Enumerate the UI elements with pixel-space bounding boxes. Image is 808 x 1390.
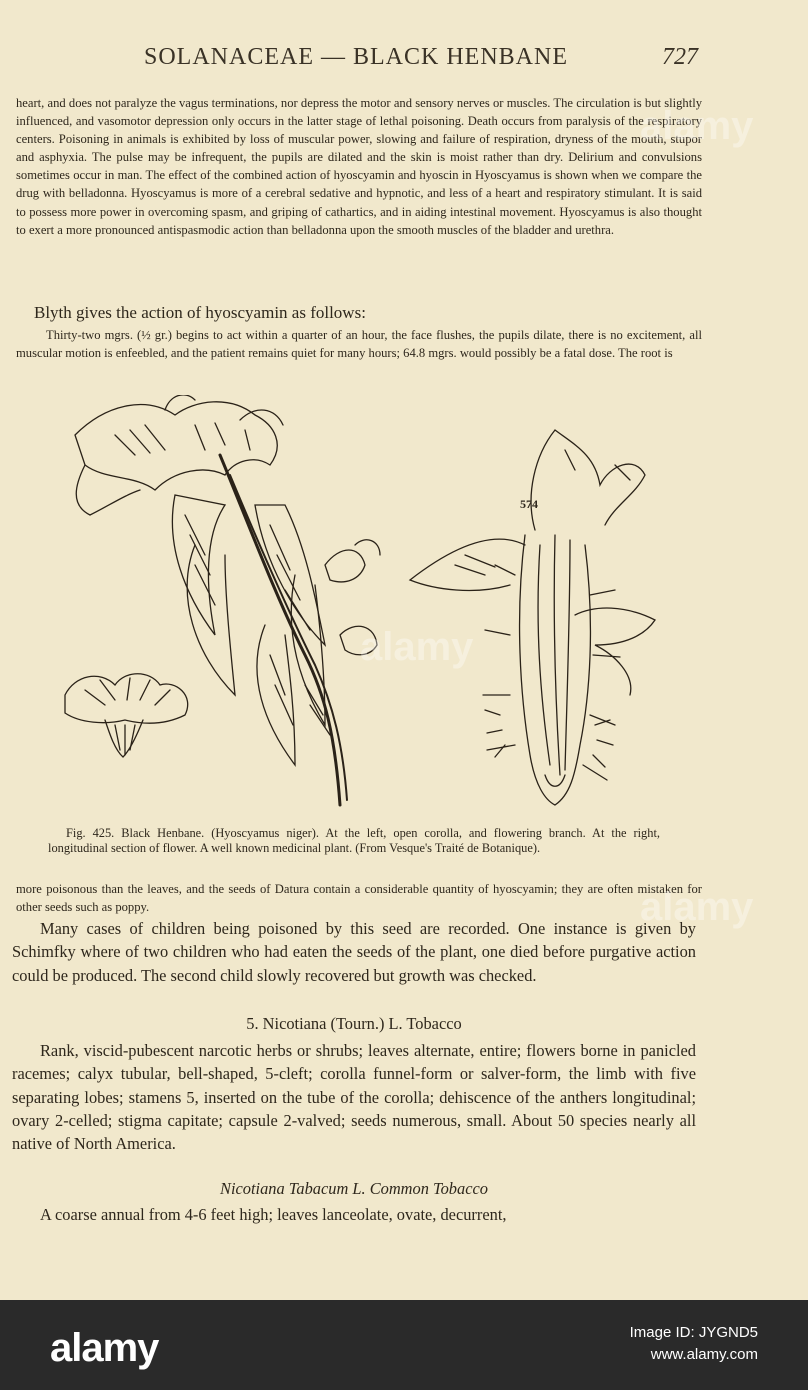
top-paragraph-text: heart, and does not paralyze the vagus terminations, nor depress the motor and sensory nerves or muscles. The circulation is but slightly influenced, and vasomotor depression only occurs in the latter stage of lethal poisoning. Death occurs from paralysis of the respiratory centers. Poisoning in animals is exhibited by loss of muscular power, slowing and failure of respiration, dryness of the mouth, stupor and asphyxia. The pulse may be infrequent, the pupils are dilated and the skin is moist rather than dry. Delirium and convulsions sometimes occur in man. The effect of the combined action of hyoscyamin and hyoscin in Hyoscyamus is shown when we compare the drug with belladonna. Hyoscyamus is more of a cerebral sedative and hypnotic, and less of a heart and respiratory stimulant. It is said to possess more power in overcoming spasm, and griping of cathartics, and in aiding intestinal movement. Hyoscyamus is also thought to exert a more pronounced antispasmodic action than belladonna upon the smooth muscles of the bladder and urethra.	[16, 96, 702, 237]
blyth-quote	[16, 326, 702, 362]
nicotiana-description	[12, 1039, 696, 1155]
tabacum-heading: Nicotiana Tabacum L. Common Tobacco	[220, 1179, 488, 1198]
nicotiana-description-text: Rank, viscid-pubescent narcotic herbs or shrubs; leaves alternate, entire; flowers borne in panicled racemes; calyx tubular, bell-shaped, 5-cleft; corolla funnel-form or salver-form, the limb with five separating lobes; stamens 5, inserted on the tube of the corolla; dehiscence of the anthers longitudinal; ovary 2-celled; stigma capitate; capsule 2-valved; seeds numerous, small. About 50 species nearly all native of North America.	[12, 1041, 696, 1154]
stock-footer-bar	[0, 1300, 808, 1390]
page-number: 727	[662, 44, 698, 70]
figure-caption-text: Fig. 425. Black Henbane. (Hyoscyamus niger). At the left, open corolla, and flowering branch. At the right, longitudinal section of flower. A well known medicinal plant. (From Vesque's Traité de Botanique).	[48, 826, 660, 855]
watermark: alamy	[640, 104, 754, 148]
tabacum-text-block	[12, 1203, 696, 1226]
watermark: alamy	[640, 885, 754, 929]
tabacum-text: A coarse annual from 4-6 feet high; leaves lanceolate, ovate, decurrent,	[40, 1205, 507, 1224]
brand-logo: alamy	[50, 1326, 159, 1370]
image-id: Image ID: JYGND5	[629, 1324, 758, 1341]
children-paragraph-text: Many cases of children being poisoned by this seed are recorded. One instance is given by Schimfky where of two children who had eaten the seeds of the plant, one died before purgative action could be produced. The second child slowly recovered but growth was checked.	[12, 919, 696, 985]
top-paragraph	[16, 94, 702, 239]
site-url: www.alamy.com	[650, 1346, 758, 1363]
blyth-quote-text: Thirty-two mgrs. (½ gr.) begins to act within a quarter of an hour, the face flushes, the pupils dilate, there is no excitement, all muscular motion is enfeebled, and the patient remains quiet for many hours; 64.8 mgrs. would possibly be a fatal dose. The root is	[16, 328, 702, 361]
watermark: alamy	[360, 625, 474, 669]
after-figure-paragraph	[16, 880, 702, 916]
image-info	[630, 1322, 758, 1366]
tabacum-heading-block	[12, 1177, 696, 1200]
black-henbane-illustration	[55, 395, 665, 815]
page-header	[0, 44, 808, 78]
blyth-heading: Blyth gives the action of hyoscyamin as follows:	[34, 303, 366, 322]
figure-number: 574	[520, 497, 538, 511]
running-head: SOLANACEAE — BLACK HENBANE	[144, 44, 568, 70]
nicotiana-heading-block	[12, 1012, 696, 1035]
nicotiana-heading: 5. Nicotiana (Tourn.) L. Tobacco	[246, 1014, 462, 1033]
figure-caption	[48, 826, 660, 855]
after-figure-text: more poisonous than the leaves, and the seeds of Datura contain a considerable quantity of hyoscyamin; they are often mistaken for other seeds such as poppy.	[16, 882, 702, 915]
children-paragraph	[12, 917, 696, 987]
